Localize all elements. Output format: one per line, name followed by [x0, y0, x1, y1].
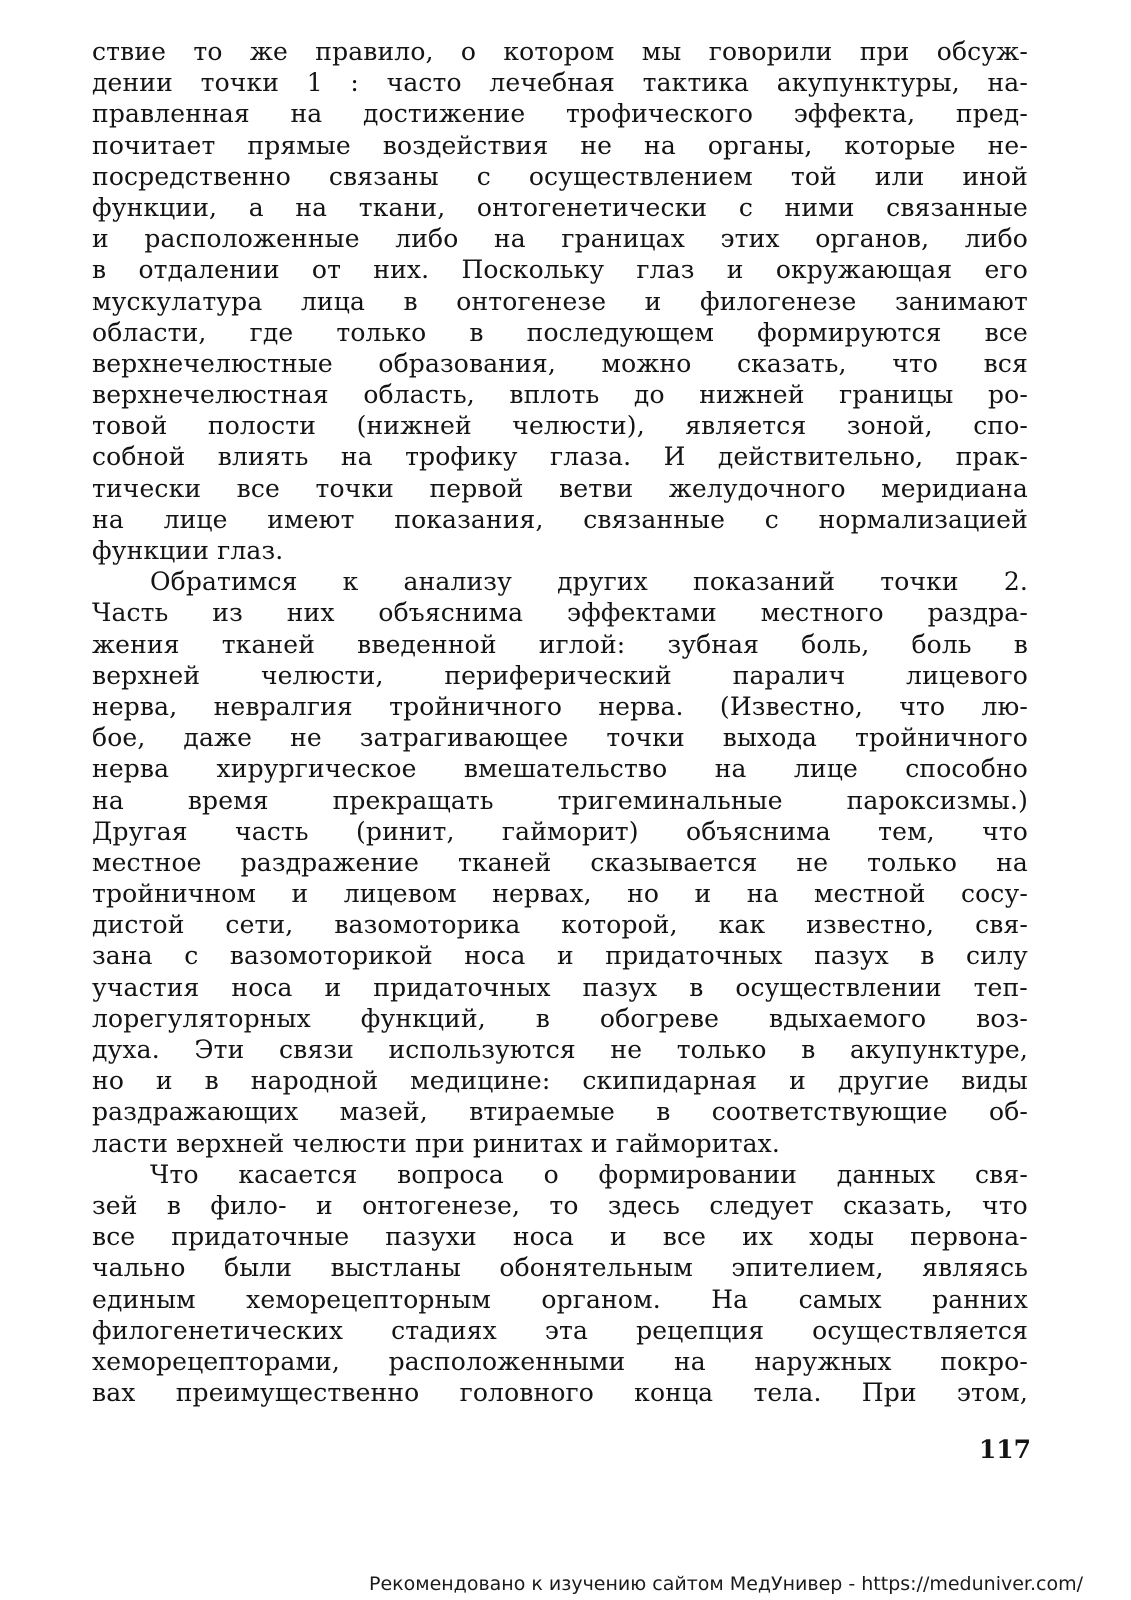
text-line: и расположенные либо на границах этих органов, либо — [92, 224, 1028, 254]
text-line: жения тканей введенной иглой: зубная боль, боль в — [92, 629, 1028, 659]
text-line: дении точки 1 : часто лечебная тактика акупунктуры, на- — [92, 68, 1028, 98]
body-text — [92, 36, 1028, 1408]
text-line: участия носа и придаточных пазух в осуществлении теп- — [92, 972, 1028, 1002]
text-line: но и в народной медицине: скипидарная и другие виды — [92, 1066, 1028, 1096]
text-line: Что касается вопроса о формировании данных свя- — [150, 1159, 1028, 1189]
text-line: чально были выстланы обонятельным эпителием, являясь — [92, 1253, 1028, 1283]
text-line: верхнечелюстные образования, можно сказать, что вся — [92, 348, 1028, 378]
text-line: ствие то же правило, о котором мы говорили при обсуж- — [92, 37, 1028, 66]
text-line: филогенетических стадиях эта рецепция осуществляется — [92, 1315, 1028, 1345]
text-line: местное раздражение тканей сказывается не только на — [92, 847, 1028, 877]
text-line: посредственно связаны с осуществлением той или иной — [92, 161, 1028, 191]
text-line: вах преимущественно головного конца тела. При этом, — [92, 1378, 1028, 1408]
text-line: зана с вазомоторикой носа и придаточных пазух в силу — [92, 941, 1028, 971]
text-line: бое, даже не затрагивающее точки выхода тройничного — [92, 723, 1028, 753]
text-line: верхнечелюстная область, вплоть до нижней границы ро- — [92, 380, 1028, 410]
text-line: области, где только в последующем формируются все — [92, 317, 1028, 347]
text-line: мускулатура лица в онтогенезе и филогенезе занимают — [92, 286, 1028, 316]
page-number: 117 — [978, 1435, 1031, 1464]
text-line: духа. Эти связи используются не только в акупунктуре, — [92, 1035, 1028, 1064]
footer-recommendation[interactable]: Рекомендовано к изучению сайтом МедУнивер - https://meduniver.com/ — [368, 1573, 1083, 1595]
text-line: лорегуляторных функций, в обогреве вдыхаемого воз- — [92, 1003, 1028, 1033]
text-line: на лице имеют показания, связанные с нормализацией — [92, 504, 1028, 534]
text-line: правленная на достижение трофического эффекта, пред- — [92, 99, 1028, 129]
text-line: собной влиять на трофику глаза. И действительно, прак- — [92, 442, 1028, 472]
text-line: функции, а на ткани, онтогенетически с ними связанные — [92, 192, 1028, 222]
text-line: раздражающих мазей, втираемые в соответствующие об- — [92, 1097, 1028, 1127]
text-line: Другая часть (ринит, гайморит) объяснима тем, что — [92, 816, 1028, 846]
text-line: тически все точки первой ветви желудочного меридиана — [92, 473, 1028, 503]
text-line: на время прекращать тригеминальные пароксизмы.) — [92, 785, 1028, 815]
text-line: в отдалении от них. Поскольку глаз и окружающая его — [92, 255, 1028, 285]
text-line: ласти верхней челюсти при ринитах и гайморитах. — [92, 1128, 780, 1158]
text-line: единым хеморецепторным органом. На самых ранних — [92, 1284, 1028, 1314]
text-line: функции глаз. — [92, 536, 284, 565]
text-line: нерва хирургическое вмешательство на лице способно — [92, 754, 1028, 784]
text-line: хеморецепторами, расположенными на наружных покро- — [92, 1346, 1028, 1376]
text-line: товой полости (нижней челюсти), является зоной, спо- — [92, 411, 1028, 441]
text-line: Часть из них объяснима эффектами местного раздра- — [92, 598, 1028, 628]
text-line: верхней челюсти, периферический паралич лицевого — [92, 660, 1028, 690]
text-line: все придаточные пазухи носа и все их ходы первона- — [92, 1222, 1028, 1252]
text-line: Обратимся к анализу других показаний точки 2. — [150, 567, 1028, 597]
text-line: почитает прямые воздействия не на органы, которые не- — [92, 130, 1028, 160]
text-line: нерва, невралгия тройничного нерва. (Известно, что лю- — [92, 691, 1028, 721]
text-line: тройничном и лицевом нервах, но и на местной сосу- — [92, 879, 1028, 909]
text-line: зей в фило- и онтогенезе, то здесь следует сказать, что — [92, 1190, 1028, 1220]
text-line: дистой сети, вазомоторика которой, как известно, свя- — [92, 910, 1028, 940]
